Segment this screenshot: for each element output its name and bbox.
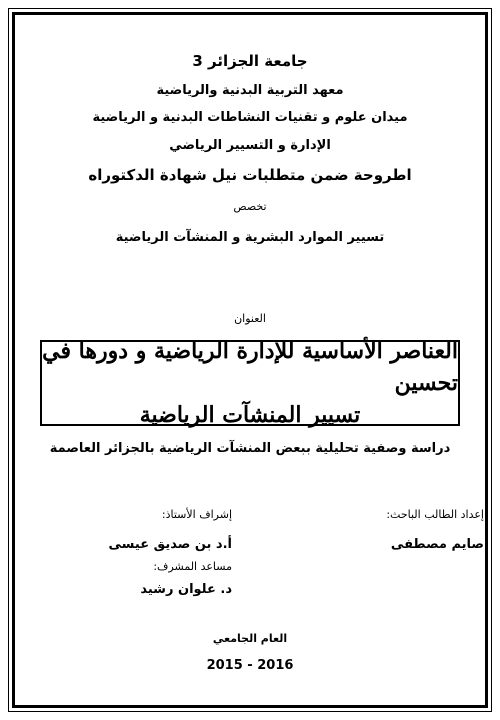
supervisor-label: إشراف الأستاذ: xyxy=(161,508,232,521)
assistant-supervisor-name: د. علوان رشيد xyxy=(140,582,232,597)
specialty-label: تخصص xyxy=(233,200,267,213)
academic-year-label: العام الجامعي xyxy=(212,632,288,645)
department-name: الإدارة و التسيير الرياضي xyxy=(169,138,331,153)
thesis-note: اطروحة ضمن متطلبات نيل شهادة الدكتوراه xyxy=(88,166,412,184)
student-name: صايم مصطفى xyxy=(390,537,484,552)
university-name: جامعة الجزائر 3 xyxy=(192,52,308,70)
title-label: العنوان xyxy=(234,312,266,325)
assistant-supervisor-label: مساعد المشرف: xyxy=(153,560,232,573)
student-label: إعداد الطالب الباحث: xyxy=(386,508,484,521)
supervisor-name: أ.د بن صديق عيسى xyxy=(108,537,232,552)
thesis-title-line-1: العناصر الأساسية للإدارة الرياضية و دورها في تحسين xyxy=(42,338,458,396)
specialty-name: تسيير الموارد البشرية و المنشآت الرياضية xyxy=(115,230,385,245)
thesis-subtitle: دراسة وصفية تحليلية ببعض المنشآت الرياضية بالجزائر العاصمة xyxy=(49,441,451,456)
field-name: ميدان علوم و تقنيات النشاطات البدنية و الرياضية xyxy=(92,110,408,125)
institute-name: معهد التربية البدنية والرياضية xyxy=(156,83,344,98)
thesis-title-box xyxy=(40,340,460,426)
thesis-title-line-2: تسيير المنشآت الرياضية xyxy=(139,402,361,428)
academic-year: 2015 - 2016 xyxy=(206,658,294,673)
